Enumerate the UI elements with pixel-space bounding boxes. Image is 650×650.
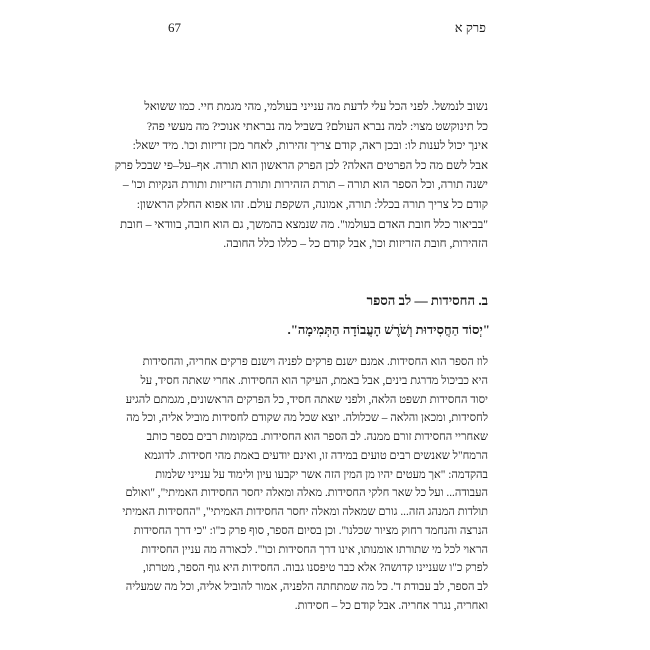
text-line: העבודה... ועל כל שאר חלקי החסידות. מאלה ומאלה יחסר החסידות האמיתי", "ואולם	[125, 487, 488, 500]
section-heading: ב. החסידות — לב הספר	[366, 293, 488, 308]
text-line: כל תינוקשט מצוי: למה נברא העולם? בשביל מה נבראתי אנוכי? מה מעשי פה?	[146, 119, 488, 133]
text-line: לפרק כ"ו שעניינו קדושה? אלא כבר טיפסנו גבוה. החסידות היא גוף הספר, מטרתו,	[143, 562, 488, 575]
text-line: הרמח"ל שאנשים רבים טועים במידה זו, ואינם יודעים באמת מהי חסידות. לדוגמא	[144, 449, 488, 462]
text-line: הראוי לכל מי שתורתו אומנותו, אינו דרך החסידות וכו'". לכאורה מה עניין החסידות	[141, 543, 488, 556]
text-line: "בביאור כלל חובת האדם בעולמו". מה שנמצא בהמשך, גם הוא חובה, בוודאי – חובת	[119, 217, 488, 231]
text-line: הזהירות, חובת הזריזות וכו', אבל קודם כל – כללו כלל החובה.	[223, 237, 488, 251]
text-line: בהקדמה: "אך מעטים יהיו מן המין הזה אשר יקבעו עיון ולימוד על ענייני שלמות	[155, 468, 488, 481]
text-line: לחסידות, ומכאן והלאה – שכלולה. יוצא שכל מה שקודם לחסידות מוביל אליה, וכל מה	[126, 412, 488, 425]
text-line: הנרצה והנחמד רחוק מציור שכלנו". וכן בסיום הספר, סוף פרק כ"ו: "כי דרך החסידות	[133, 524, 488, 537]
text-line: ישנה תורה, וכל הספר הוא תורה – תורת הזהירות ותורת הזריזות ותורת הנקיות וכו' –	[122, 178, 488, 192]
text-line: יסוד החסידות תשפט הלאה, ולפני שאתה חסיד, כל הפרקים הראשונים, מגמתם להגיע	[125, 393, 488, 406]
text-line: אבל לשם מה כל הפרטים האלה? לכן הפרק הראשון הוא תורה. אף–על–פי שבכל פרק	[114, 158, 488, 172]
page-number: 67	[168, 20, 181, 35]
section-quote: "יְסוֹד הַחֲסִידוּת וְשֹׁרֶשׁ הָעֲבוֹדָה הַתְּמִימָה".	[287, 322, 490, 337]
text-line: תולדות המנהג הזה... גורם שמאלה ומאלה יחסר החסידות האמיתי", "החסידות האמיתי	[122, 506, 488, 518]
text-line: אינך יכול לענות לו: ובכן ראה, קודם צריך זהירות, לאחר מכן זריזות וכו'. מיד ישאל:	[132, 139, 488, 153]
paragraph-intro	[114, 97, 488, 254]
text-line: שאחריי החסידות זורם ממנה. לב הספר הוא החסידות. במקומות רבים בספר כותב	[146, 431, 488, 443]
text-line: היא כביכול מדרגת בינים, אבל באמת, העיקר הוא החסידות. אחרי שאתה חסיד, על	[140, 374, 488, 387]
text-line: לוז הספר הוא החסידות. אמנם ישנם פרקים לפניה וישנם פרקים אחריה, והחסידות	[142, 356, 488, 368]
paragraph-main	[122, 353, 488, 616]
text-line: ואחריה, נגרר אחריה. אבל קודם כל – חסידות.	[294, 599, 488, 612]
text-line: לב הספר, לב עבודת ד'. כל מה שמתחתה הלפניה, אמור להוביל אליה, וכל מה שמעליה	[125, 581, 488, 593]
text-line: נשוב לנמשל. לפני הכל עלי לדעת מה ענייני בעולמי, מהי מגמת חיי. כמו ששואל	[144, 100, 488, 113]
running-header-chapter: פרק א	[454, 20, 486, 35]
text-line: קודם כל צריך תורה בכלל: תורה, אמונה, השקפת עולם. זהו אפוא החלק הראשון:	[136, 197, 488, 211]
